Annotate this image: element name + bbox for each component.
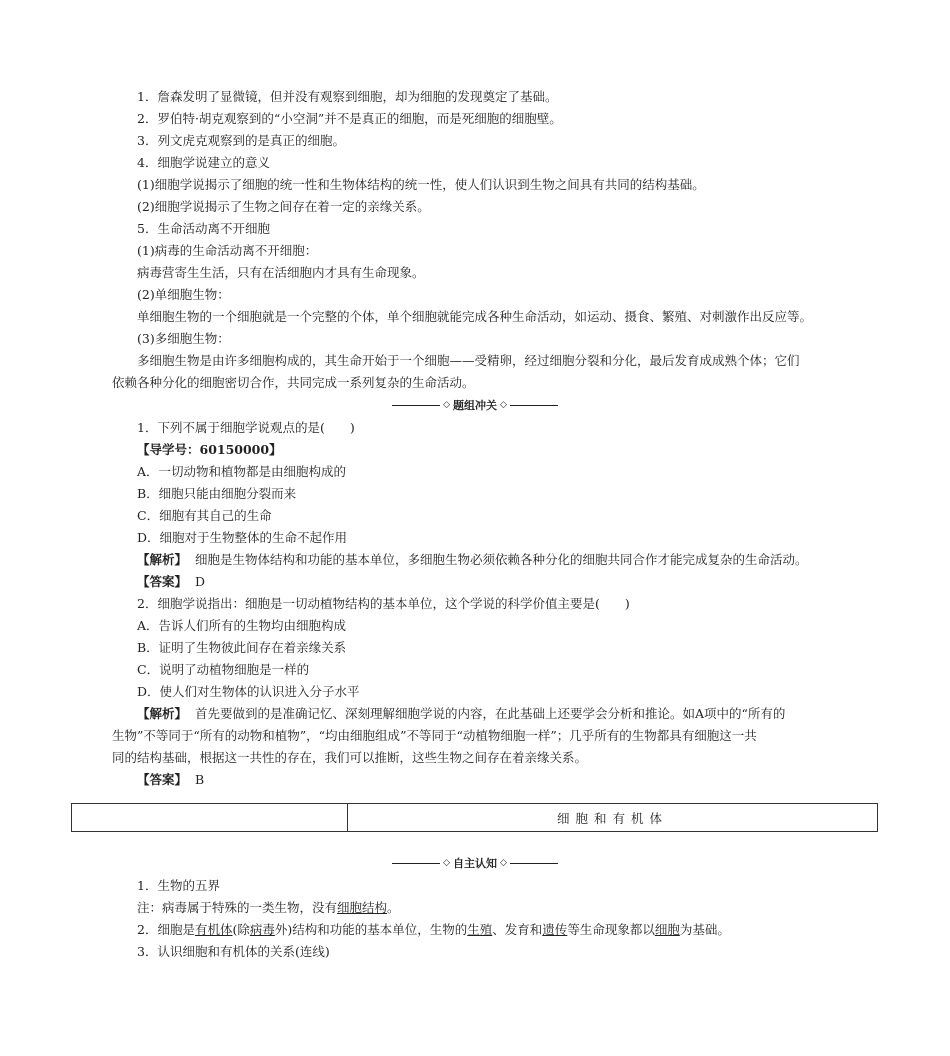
rule-line [510, 405, 558, 406]
diamond-icon: ◇ [443, 858, 450, 868]
analysis-text: 同的结构基础，根据这一共性的存在，我们可以推断，这些生物之间存在着亲缘关系。 [112, 750, 588, 765]
note-text: 注：病毒属于特殊的一类生物，没有 [137, 900, 338, 915]
text-line: 多细胞生物是由许多细胞构成的，其生命开始于一个细胞——受精卵，经过细胞分裂和分化，最后发育成成熟个体；它们 [137, 353, 800, 368]
section-header [0, 855, 950, 873]
text-line: 2．罗伯特·胡克观察到的“小空洞”并不是真正的细胞，而是死细胞的细胞壁。 [137, 111, 562, 126]
question-code: 【导学号：60150000】 [137, 442, 282, 457]
analysis-text: 首先要做到的是准确记忆、深刻理解细胞学说的内容，在此基础上还要学会分析和推论。如A项中的“所有的 [194, 706, 786, 721]
title-table [71, 803, 878, 832]
option: D．使人们对生物体的认识进入分子水平 [137, 684, 360, 699]
table-cell-title: 细胞和有机体 [556, 811, 668, 826]
note-line [137, 899, 400, 917]
analysis [137, 705, 785, 723]
text-line: 依赖各种分化的细胞密切合作，共同完成一系列复杂的生命活动。 [112, 375, 475, 390]
diamond-icon: ◇ [500, 400, 507, 410]
answer-value: B [194, 772, 205, 787]
text-line: 1．詹森发明了显微镜，但并没有观察到细胞，却为细胞的发现奠定了基础。 [137, 89, 558, 104]
rule-line [392, 863, 440, 864]
analysis [137, 551, 807, 569]
rule-line [392, 405, 440, 406]
text-line: 4．细胞学说建立的意义 [137, 155, 270, 170]
text: 外)结构和功能的基本单位，生物的 [274, 922, 468, 937]
table-cell-left [72, 804, 348, 831]
underlined-term: 细胞结构 [337, 900, 388, 915]
question-title: 2．细胞学说指出：细胞是一切动植物结构的基本单位，这个学说的科学价值主要是( ) [137, 596, 630, 611]
analysis-tag: 【解析】 [137, 706, 188, 721]
text: (除 [232, 922, 250, 937]
section-header [0, 397, 950, 415]
answer-value: D [194, 574, 205, 589]
text-line: 3．列文虎克观察到的是真正的细胞。 [137, 133, 345, 148]
analysis-text: 生物”不等同于“所有的动物和植物”，“均由细胞组成”不等同于“动植物细胞一样”；几乎所有的生物都具有细胞这一共 [112, 728, 757, 743]
section-header-title: 题组冲关 [453, 399, 497, 412]
diamond-icon: ◇ [443, 400, 450, 410]
underlined-term: 生殖 [467, 922, 493, 937]
option: C．细胞有其自己的生命 [137, 508, 272, 523]
underlined-term: 病毒 [249, 922, 275, 937]
text-line: 病毒营寄生生活，只有在活细胞内才具有生命现象。 [137, 265, 425, 280]
note-text: 。 [387, 900, 400, 915]
text: 为基础。 [679, 922, 730, 937]
text-line: 单细胞生物的一个细胞就是一个完整的个体，单个细胞就能完成各种生命活动，如运动、摄食、繁殖、对刺激作出反应等。 [137, 309, 813, 324]
underlined-term: 细胞 [654, 922, 680, 937]
option: A．一切动物和植物都是由细胞构成的 [137, 464, 347, 479]
underlined-term: 遗传 [542, 922, 568, 937]
question-title: 1．下列不属于细胞学说观点的是( ) [137, 420, 355, 435]
rule-line [510, 863, 558, 864]
underlined-term: 有机体 [194, 922, 233, 937]
text: 等生命现象都以 [567, 922, 655, 937]
text-line: (2)细胞学说揭示了生物之间存在着一定的亲缘关系。 [137, 199, 430, 214]
option: B．细胞只能由细胞分裂而来 [137, 486, 297, 501]
text-line: 3．认识细胞和有机体的关系(连线) [137, 944, 330, 959]
option: B．证明了生物彼此间存在着亲缘关系 [137, 640, 347, 655]
section-header-title: 自主认知 [453, 857, 497, 870]
text-line [137, 921, 730, 939]
text: 2．细胞是 [137, 922, 195, 937]
analysis-tag: 【解析】 [137, 552, 188, 567]
analysis-text: 细胞是生物体结构和功能的基本单位，多细胞生物必须依赖各种分化的细胞共同合作才能完成复杂的生命活动。 [194, 552, 808, 567]
text-line: 5．生命活动离不开细胞 [137, 221, 270, 236]
diamond-icon: ◇ [500, 858, 507, 868]
option: D．细胞对于生物整体的生命不起作用 [137, 530, 348, 545]
answer [137, 573, 205, 591]
text-line: (1)细胞学说揭示了细胞的统一性和生物体结构的统一性，使人们认识到生物之间具有共同的结构基础。 [137, 177, 705, 192]
text-line: 1．生物的五界 [137, 878, 220, 893]
answer-tag: 【答案】 [137, 574, 188, 589]
option: A．告诉人们所有的生物均由细胞构成 [137, 618, 347, 633]
answer [137, 771, 204, 789]
text: 、发育和 [492, 922, 543, 937]
option: C．说明了动植物细胞是一样的 [137, 662, 310, 677]
text-line: (3)多细胞生物： [137, 331, 230, 346]
text-line: (1)病毒的生命活动离不开细胞： [137, 243, 318, 258]
text-line: (2)单细胞生物： [137, 287, 230, 302]
answer-tag: 【答案】 [137, 772, 188, 787]
